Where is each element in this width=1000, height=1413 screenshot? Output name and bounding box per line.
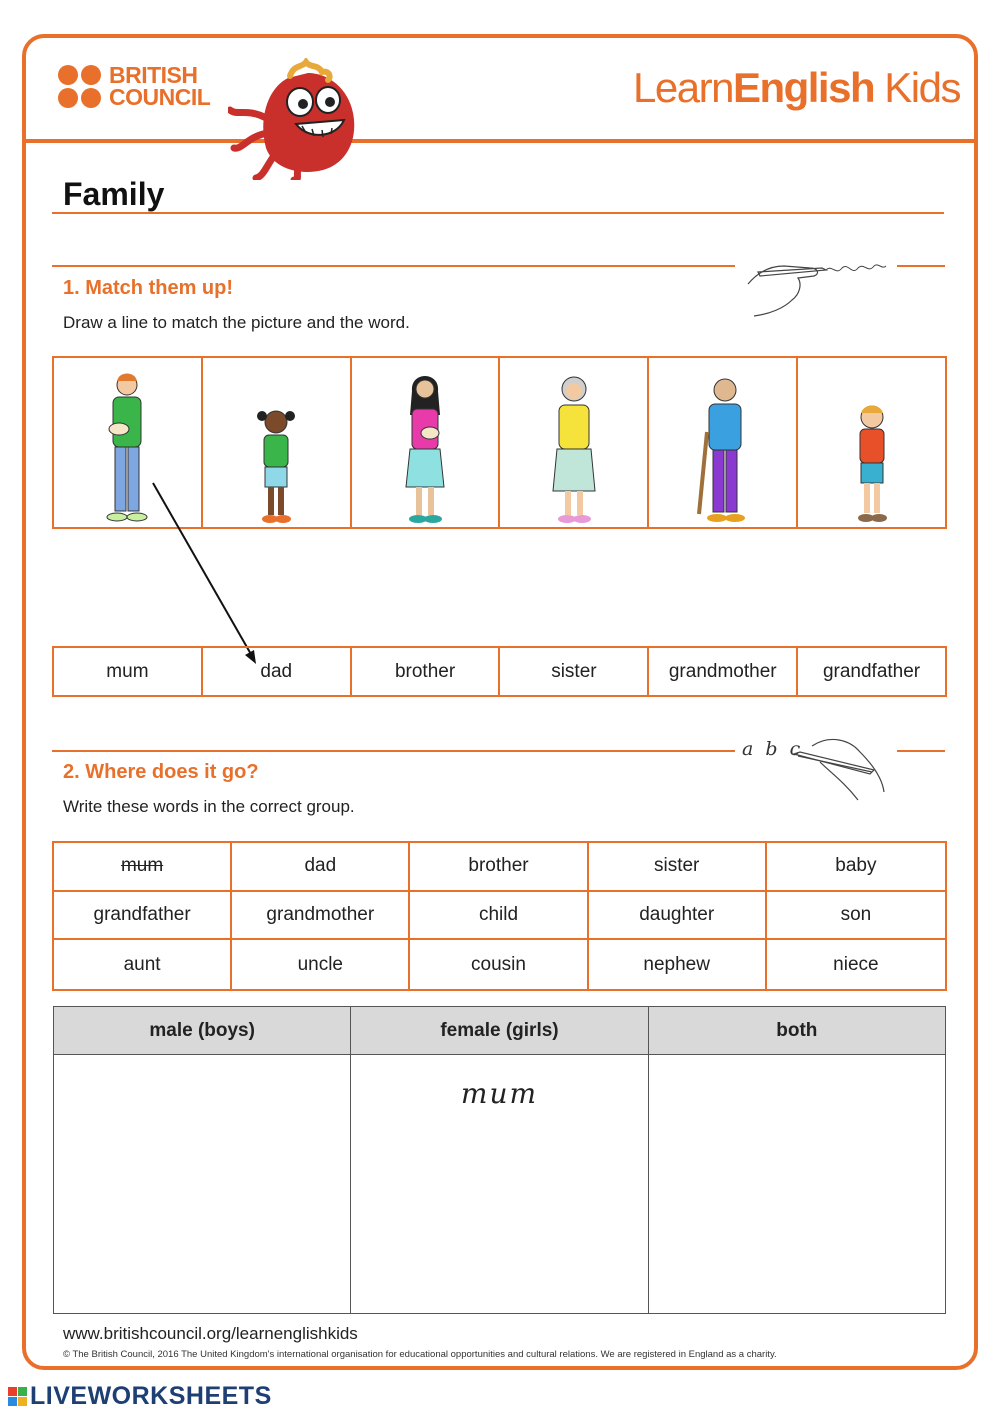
match-word-sister[interactable]: sister <box>500 648 649 695</box>
word-bank-item[interactable]: uncle <box>232 940 410 989</box>
liveworksheets-logo-icon <box>8 1387 27 1406</box>
match-word-grandfather[interactable]: grandfather <box>822 660 921 682</box>
word-bank-item[interactable]: cousin <box>410 940 588 989</box>
grandmother-icon <box>539 369 609 527</box>
match-word-brother[interactable]: brother <box>352 648 501 695</box>
writing-hand-icon <box>790 732 890 804</box>
word-bank-item[interactable]: grandfather <box>54 892 232 941</box>
match-word-dad[interactable]: dad <box>203 648 352 695</box>
word-bank-item[interactable]: nephew <box>589 940 767 989</box>
red-monster-mascot-icon <box>228 58 368 180</box>
mum-holding-baby-icon <box>390 369 460 527</box>
page-title: Family <box>63 176 165 212</box>
section2-rule-right <box>897 750 945 752</box>
picture-row <box>52 356 947 529</box>
drop-zone-both[interactable] <box>649 1055 945 1313</box>
answer-female: mum <box>460 1077 539 1110</box>
watermark-text: LIVEWORKSHEETS <box>30 1382 272 1410</box>
group-heading-male: male (boys) <box>54 1007 350 1055</box>
word-bank-item[interactable]: dad <box>232 843 410 892</box>
british-council-logo <box>58 64 210 108</box>
word-bank-item[interactable] <box>54 843 232 892</box>
footer-copyright: © The British Council, 2016 The United Kingdom's international organisation for educational opportunities and cultural relations. We are registered in England as a charity. <box>63 1349 777 1360</box>
header-divider <box>26 139 974 143</box>
abc-letters: a b c <box>742 738 804 760</box>
group-heading-female: female (girls) <box>351 1007 647 1055</box>
picture-boy[interactable] <box>798 358 945 527</box>
dad-holding-baby-icon <box>87 367 167 527</box>
group-female <box>351 1007 648 1313</box>
drop-zone-male[interactable] <box>54 1055 350 1313</box>
group-both <box>649 1007 945 1313</box>
section1-rule-right <box>897 265 945 267</box>
group-table <box>53 1006 946 1314</box>
british-council-dots-icon <box>58 65 101 108</box>
picture-girl[interactable] <box>203 358 352 527</box>
match-word-row <box>52 646 947 697</box>
brand-line-2: COUNCIL <box>109 84 211 110</box>
liveworksheets-watermark[interactable] <box>8 1382 272 1411</box>
section2-rule-left <box>52 750 735 752</box>
word-bank-item[interactable]: child <box>410 892 588 941</box>
grandfather-with-stick-icon <box>683 372 763 527</box>
section2-instruction: Write these words in the correct group. <box>63 797 355 816</box>
boy-icon <box>842 399 902 527</box>
girl-icon <box>246 402 306 527</box>
picture-dad[interactable] <box>54 358 203 527</box>
word-bank-item[interactable]: aunt <box>54 940 232 989</box>
footer-url[interactable]: www.britishcouncil.org/learnenglishkids <box>63 1324 358 1343</box>
word-bank-item[interactable]: daughter <box>589 892 767 941</box>
word-bank-item[interactable]: grandmother <box>232 892 410 941</box>
drop-zone-female[interactable] <box>351 1055 647 1313</box>
group-male <box>54 1007 351 1313</box>
section2-title: 2. Where does it go? <box>63 761 259 783</box>
word-bank-item[interactable]: niece <box>833 953 879 975</box>
picture-grandmother[interactable] <box>500 358 649 527</box>
struck-word: mum <box>120 855 164 877</box>
word-bank-item[interactable]: sister <box>589 843 767 892</box>
group-heading-both: both <box>649 1007 945 1055</box>
word-bank-item[interactable]: baby <box>767 843 945 892</box>
brand-line-1: BRITISH <box>109 62 198 88</box>
picture-mum[interactable] <box>352 358 501 527</box>
section1-instruction: Draw a line to match the picture and the word. <box>63 313 410 332</box>
picture-grandfather[interactable] <box>649 358 798 527</box>
drawing-hand-icon <box>740 248 890 320</box>
title-rule <box>52 212 944 214</box>
word-bank-item[interactable]: brother <box>410 843 588 892</box>
match-word-grandmother[interactable]: grandmother <box>649 648 798 695</box>
learnenglish-kids-logo: LearnEnglish Kids <box>633 64 960 111</box>
word-bank-grid <box>52 841 947 991</box>
section1-title: 1. Match them up! <box>63 277 234 299</box>
word-bank-item[interactable]: son <box>767 892 945 941</box>
section1-rule-left <box>52 265 735 267</box>
match-word-mum[interactable]: mum <box>54 648 203 695</box>
